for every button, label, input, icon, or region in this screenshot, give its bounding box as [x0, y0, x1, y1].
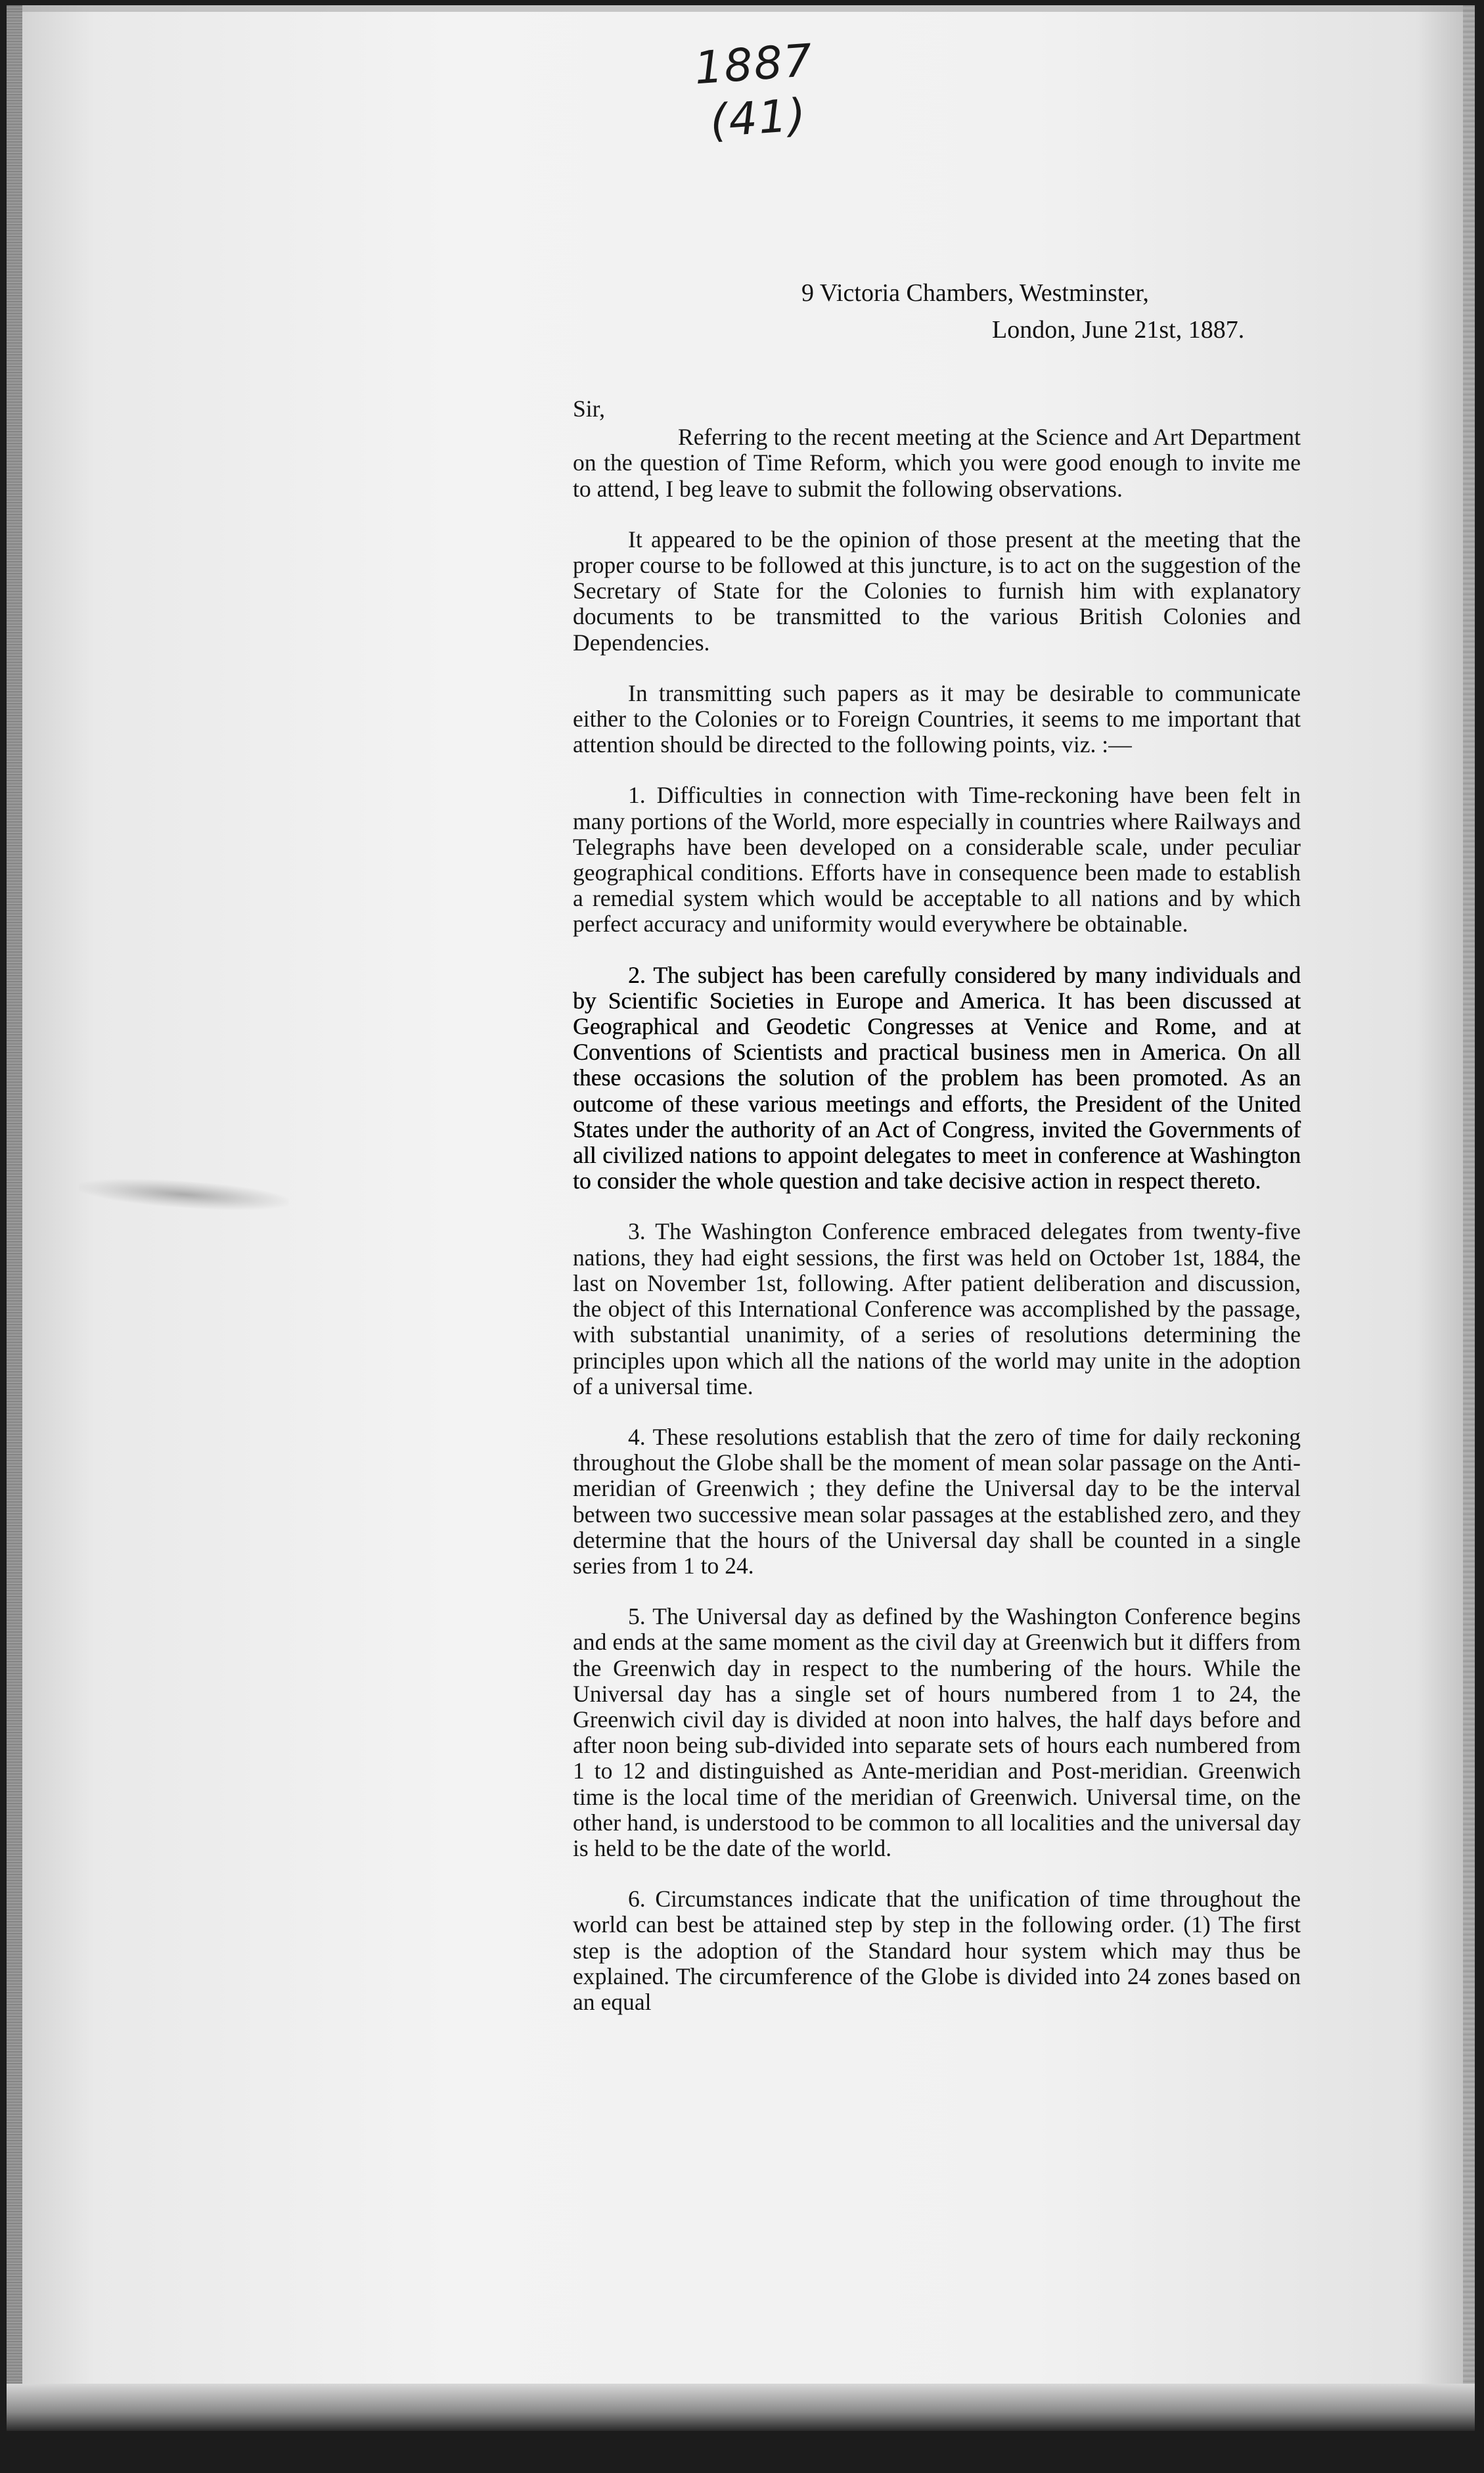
page-right-edge	[1463, 5, 1475, 2431]
paragraph-transmitting: In transmitting such papers as it may be desirable to communicate either to the Colonies or to Foreign Countries, it seems to me important that attention should be directed to the following points, viz. :—	[573, 679, 1301, 758]
archive-number: (41)	[708, 89, 809, 148]
paper-stain	[78, 1174, 290, 1215]
address-line-2: London, June 21st, 1887.	[992, 316, 1245, 344]
paragraph-intro: Referring to the recent meeting at the Science and Art Department on the question of Time Reform, which you were good enough to invite me to attend, I beg leave to submit the following observations.	[573, 424, 1301, 502]
sender-address	[801, 275, 1244, 348]
salutation: Sir,	[573, 396, 605, 422]
address-line-1: 9 Victoria Chambers, Westminster,	[801, 279, 1149, 307]
paragraph-point-6: 6. Circumstances indicate that the unification of time throughout the world can best be attained step by step in the following order. (1) The first step is the adoption of the Standard hour system which may thus be explained. The circumference of the Globe is divided into 24 zones based on an equal	[573, 1886, 1301, 2015]
paragraph-point-2: 2. The subject has been carefully considered by many individuals and by Scientific Societies in Europe and America. It has been discussed at Geographical and Geodetic Congresses at Venice and Rome, and at Conventions of Scientists and practical business men in America. On all these occasions the solution of the problem has been promoted. As an outcome of these various meetings and efforts, the President of the United States under the authority of an Act of Congress, invited the Governments of all civilized nations to appoint delegates to meet in conference at Washington to consider the whole question and take decisive action in respect thereto.	[573, 961, 1301, 1194]
paragraph-point-3: 3. The Washington Conference embraced delegates from twenty-five nations, they had eight sessions, the first was held on October 1st, 1884, the last on November 1st, following. After patient deliberation and discussion, the object of this International Conference was accomplished by the passage, with substantial unanimity, of a series of resolutions determining the principles upon which all the nations of the world may unite in the adoption of a universal time.	[573, 1218, 1301, 1399]
paragraph-opinion: It appeared to be the opinion of those present at the meeting that the proper course to be followed at this juncture, is to act on the suggestion of the Secretary of State for the Colonies to furnish him with explanatory documents to be transmitted to the various British Colonies and Dependencies.	[573, 526, 1301, 656]
handwritten-archive-reference	[693, 34, 819, 150]
page-left-edge	[7, 5, 22, 2431]
archive-year: 1887	[692, 34, 815, 95]
paragraph-point-1: 1. Difficulties in connection with Time-reckoning have been felt in many portions of the World, more especially in countries where Railways and Telegraphs have been developed on a considerable scale, under peculiar geographical conditions. Efforts have in consequence been made to establish a remedial system which would be acceptable to all nations and by which perfect accuracy and uniformity would everywhere be obtainable.	[573, 782, 1301, 938]
page-top-edge	[7, 5, 1475, 12]
paragraph-point-5: 5. The Universal day as defined by the Washington Conference begins and ends at the same moment as the civil day at Greenwich but it differs from the Greenwich day in respect to the numbering of the hours. While the Universal day has a single set of hours numbered from 1 to 24, the Greenwich civil day is divided at noon into halves, the half days before and after noon being sub-divided into separate sets of hours each numbered from 1 to 12 and distinguished as Ante-meridian and Post-meridian. Greenwich time is the local time of the meridian of Greenwich. Universal time, on the other hand, is understood to be common to all localities and the universal day is held to be the date of the world.	[573, 1603, 1301, 1861]
paragraph-point-4: 4. These resolutions establish that the zero of time for daily reckoning throughout the Globe shall be the moment of mean solar passage on the Anti-meridian of Greenwich ; they define the Universal day to be the interval between two successive mean solar passages at the established zero, and they determine that the hours of the Universal day shall be counted in a single series from 1 to 24.	[573, 1423, 1301, 1579]
letter-body	[573, 396, 1301, 2015]
letter-page	[7, 5, 1475, 2431]
page-bottom-edge	[7, 2384, 1475, 2431]
